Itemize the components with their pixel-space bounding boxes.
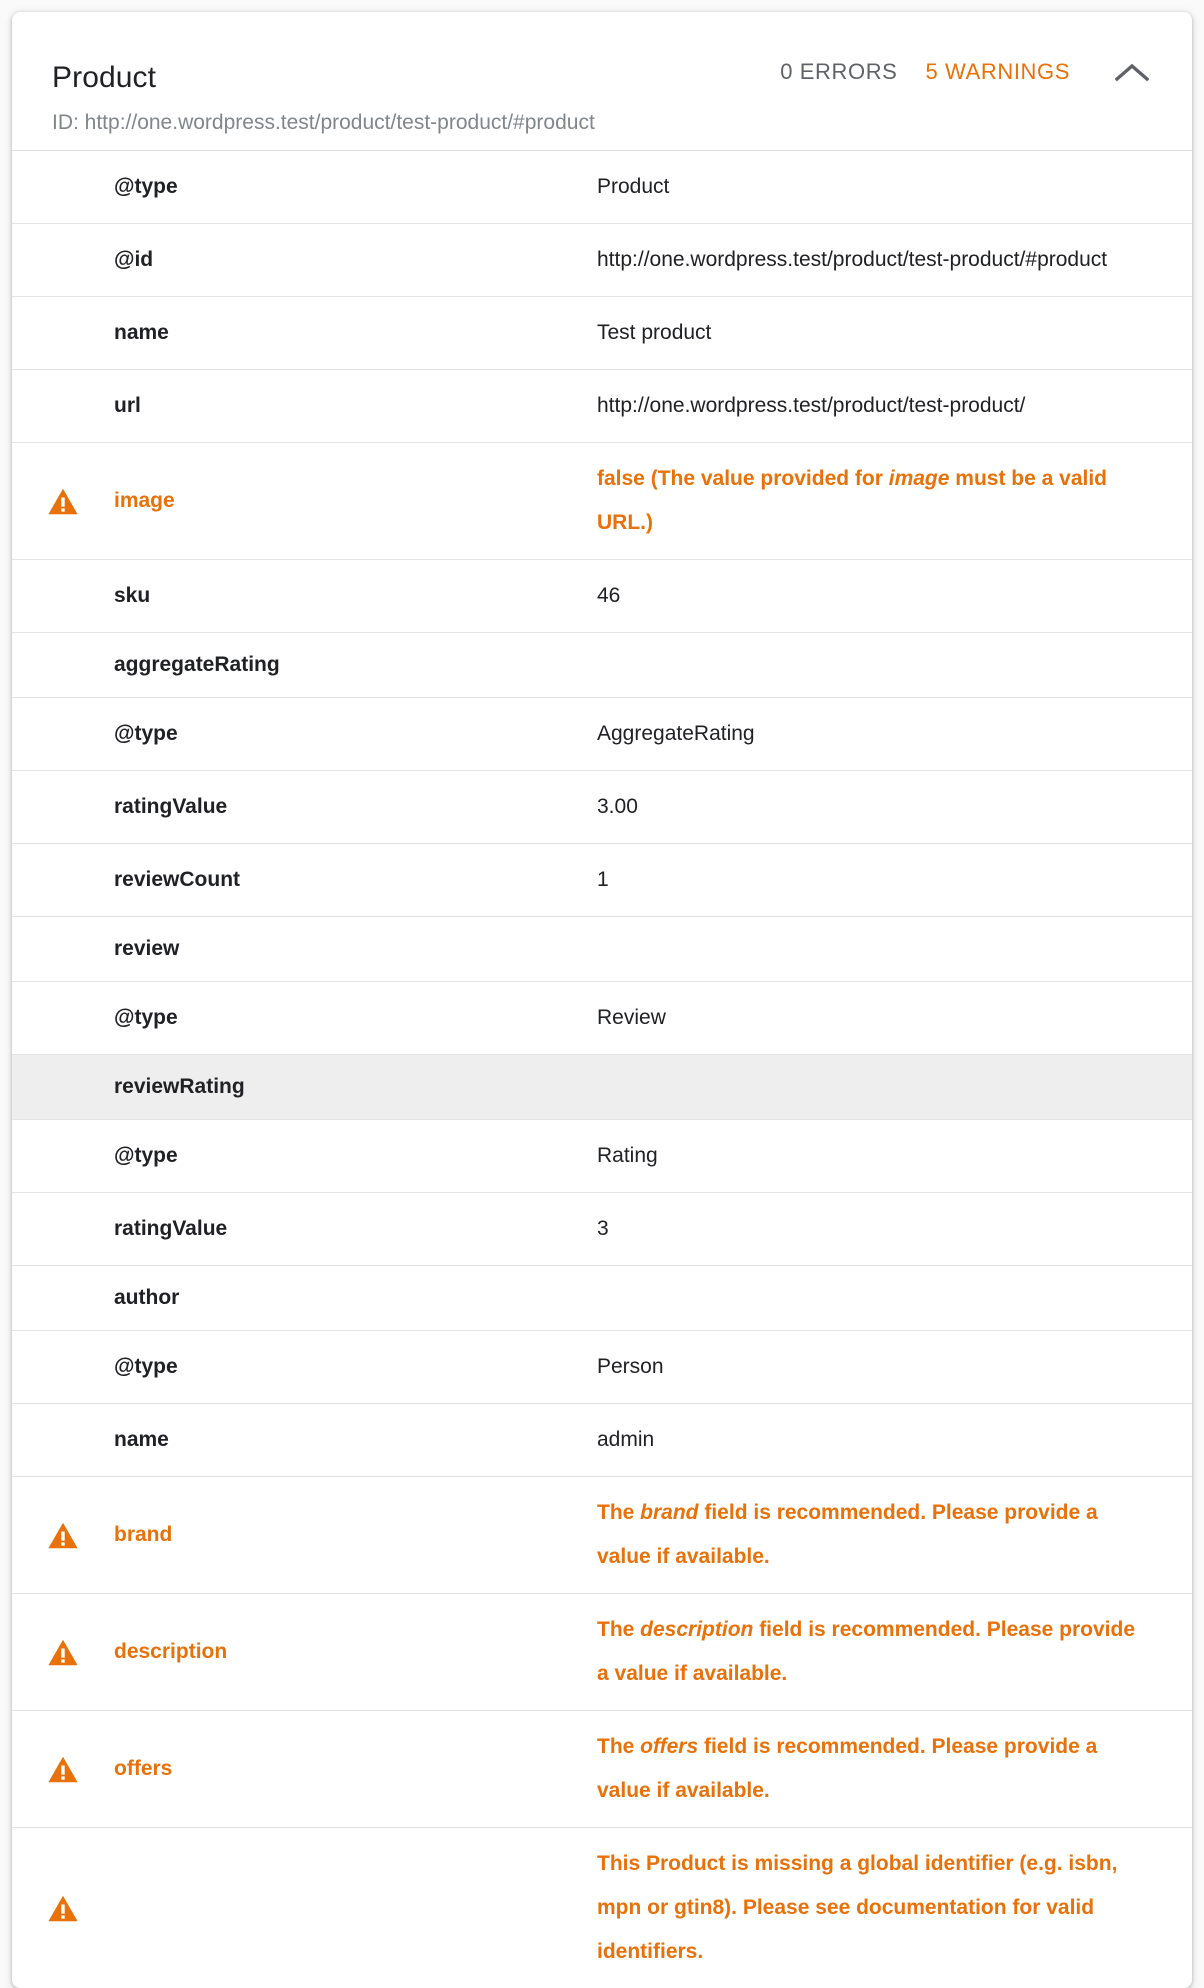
errors-count-badge: 0 ERRORS — [780, 59, 897, 85]
property-key: @type — [114, 151, 597, 224]
property-value: The brand field is recommended. Please provide a value if available. — [597, 1477, 1192, 1594]
row-status-cell — [12, 1594, 114, 1711]
row-status-cell — [12, 917, 114, 982]
table-row — [12, 982, 1192, 1055]
property-value — [597, 1266, 1192, 1331]
table-row — [12, 633, 1192, 698]
table-row — [12, 1594, 1192, 1711]
property-key: description — [114, 1594, 597, 1711]
row-status-cell — [12, 1404, 114, 1477]
property-key: sku — [114, 560, 597, 633]
structured-data-properties-table — [12, 150, 1192, 1988]
warning-triangle-icon — [12, 1639, 114, 1666]
row-status-cell — [12, 771, 114, 844]
property-value: 46 — [597, 560, 1192, 633]
row-status-cell — [12, 698, 114, 771]
property-value: Review — [597, 982, 1192, 1055]
table-row — [12, 297, 1192, 370]
property-key: @type — [114, 982, 597, 1055]
chevron-up-icon — [1115, 61, 1149, 83]
property-key: offers — [114, 1711, 597, 1828]
property-key: aggregateRating — [114, 633, 597, 698]
table-row — [12, 917, 1192, 982]
property-key: ratingValue — [114, 771, 597, 844]
property-value: The description field is recommended. Please provide a value if available. — [597, 1594, 1192, 1711]
property-key: url — [114, 370, 597, 443]
row-status-cell — [12, 151, 114, 224]
warning-triangle-icon — [12, 1895, 114, 1922]
property-value: AggregateRating — [597, 698, 1192, 771]
table-row — [12, 771, 1192, 844]
table-row — [12, 1477, 1192, 1594]
property-value: http://one.wordpress.test/product/test-product/#product — [597, 224, 1192, 297]
property-value: 1 — [597, 844, 1192, 917]
table-row — [12, 560, 1192, 633]
row-status-cell — [12, 844, 114, 917]
card-header — [12, 12, 1192, 138]
property-value: Test product — [597, 297, 1192, 370]
table-row — [12, 844, 1192, 917]
row-status-cell — [12, 560, 114, 633]
table-row — [12, 1266, 1192, 1331]
warning-triangle-icon — [12, 488, 114, 515]
table-row — [12, 1331, 1192, 1404]
property-value — [597, 917, 1192, 982]
row-status-cell — [12, 1120, 114, 1193]
row-status-cell — [12, 982, 114, 1055]
row-status-cell — [12, 1331, 114, 1404]
property-key: @id — [114, 224, 597, 297]
property-value: The offers field is recommended. Please provide a value if available. — [597, 1711, 1192, 1828]
property-value: false (The value provided for image must be a valid URL.) — [597, 443, 1192, 560]
row-status-cell — [12, 297, 114, 370]
table-row — [12, 1711, 1192, 1828]
header-top-row — [52, 42, 1152, 96]
property-key: review — [114, 917, 597, 982]
row-status-cell — [12, 224, 114, 297]
table-row — [12, 443, 1192, 560]
property-key: @type — [114, 1120, 597, 1193]
entity-id: ID: http://one.wordpress.test/product/test-product/#product — [52, 108, 1152, 138]
row-status-cell — [12, 1711, 114, 1828]
row-status-cell — [12, 1477, 114, 1594]
property-value — [597, 633, 1192, 698]
property-value: This Product is missing a global identifier (e.g. isbn, mpn or gtin8). Please see documentation for valid identifiers. — [597, 1828, 1192, 1988]
property-value: http://one.wordpress.test/product/test-product/ — [597, 370, 1192, 443]
property-value: admin — [597, 1404, 1192, 1477]
property-key: @type — [114, 1331, 597, 1404]
property-key: author — [114, 1266, 597, 1331]
property-key: @type — [114, 698, 597, 771]
table-row — [12, 1193, 1192, 1266]
warning-triangle-icon — [12, 1756, 114, 1783]
property-key — [114, 1828, 597, 1988]
property-value — [597, 1055, 1192, 1120]
property-key: brand — [114, 1477, 597, 1594]
warning-triangle-icon — [12, 1522, 114, 1549]
page-title: Product — [52, 60, 156, 96]
property-key: image — [114, 443, 597, 560]
property-value: 3.00 — [597, 771, 1192, 844]
row-status-cell — [12, 1193, 114, 1266]
table-row — [12, 1120, 1192, 1193]
table-body — [12, 151, 1192, 1988]
row-status-cell — [12, 443, 114, 560]
table-row — [12, 1828, 1192, 1988]
property-value: Rating — [597, 1120, 1192, 1193]
collapse-toggle-button[interactable] — [1112, 52, 1152, 92]
table-row — [12, 151, 1192, 224]
row-status-cell — [12, 370, 114, 443]
row-status-cell — [12, 1055, 114, 1120]
property-key: name — [114, 297, 597, 370]
row-status-cell — [12, 633, 114, 698]
warnings-count-badge[interactable]: 5 WARNINGS — [925, 59, 1070, 85]
row-status-cell — [12, 1266, 114, 1331]
table-row — [12, 698, 1192, 771]
property-key: name — [114, 1404, 597, 1477]
status-summary — [780, 52, 1152, 96]
table-row — [12, 1404, 1192, 1477]
property-value: 3 — [597, 1193, 1192, 1266]
row-status-cell — [12, 1828, 114, 1988]
property-key: ratingValue — [114, 1193, 597, 1266]
structured-data-result-card — [12, 12, 1192, 1988]
property-value: Person — [597, 1331, 1192, 1404]
table-row — [12, 370, 1192, 443]
property-key: reviewCount — [114, 844, 597, 917]
table-row — [12, 224, 1192, 297]
property-key: reviewRating — [114, 1055, 597, 1120]
table-row — [12, 1055, 1192, 1120]
property-value: Product — [597, 151, 1192, 224]
